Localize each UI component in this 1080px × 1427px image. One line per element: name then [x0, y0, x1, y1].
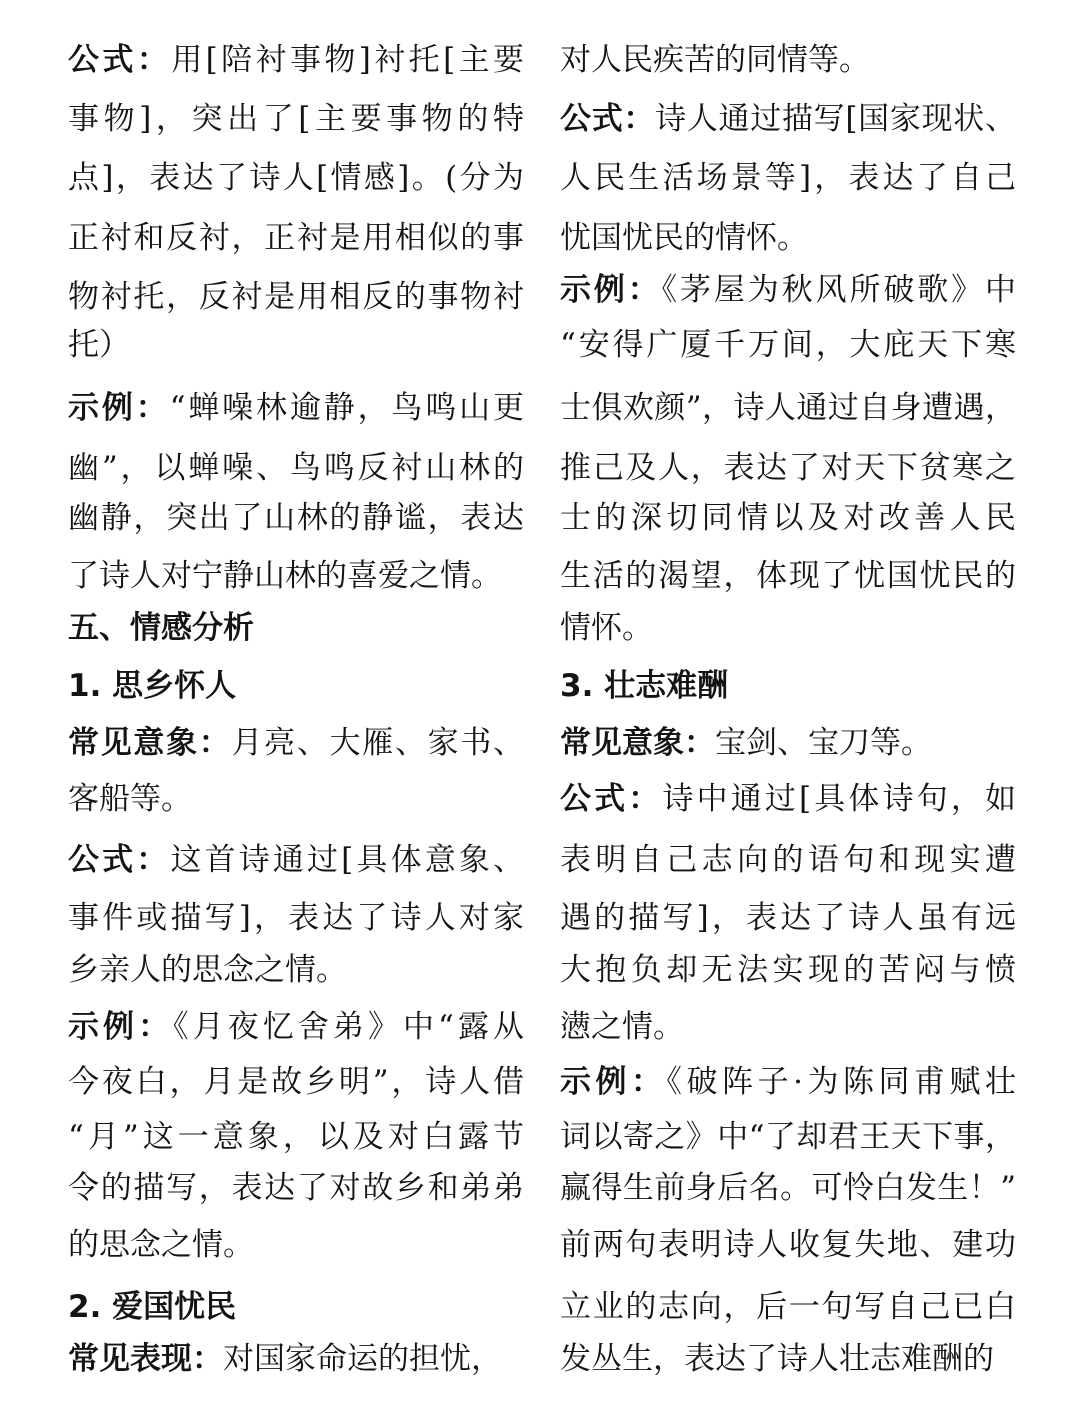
body-text: 生活的渴望，体现了忧国忧民的 [560, 558, 1016, 594]
body-text: 推己及人，表达了对天下贫寒之 [560, 450, 1016, 486]
body-text: 诗人通过描写[国家现状、 [655, 101, 1017, 137]
body-text: 乡亲人的思念之情。 [68, 952, 347, 988]
text-line [560, 549, 1016, 603]
body-text: 客船等。 [68, 781, 192, 817]
term-label: 公式： [68, 842, 171, 878]
term-label: 常见意象： [68, 725, 232, 761]
text-line [68, 33, 524, 87]
text-line [68, 1161, 524, 1215]
body-text: 赢得生前身后名。可怜白发生！” [560, 1170, 1016, 1206]
body-text: 事物]，突出了[主要事物的特 [68, 101, 524, 137]
section-heading: 五、情感分析 [68, 610, 254, 646]
body-text: 物衬托，反衬是用相反的事物衬 [68, 279, 524, 315]
body-text: “安得广厦千万间，大庇天下寒 [560, 327, 1016, 363]
body-text: 士俱欢颜”，诗人通过自身遭遇， [560, 390, 1016, 426]
text-line [68, 1332, 524, 1386]
text-line [68, 318, 524, 372]
body-text: 对人民疾苦的同情等。 [560, 42, 870, 78]
text-line [68, 1218, 524, 1272]
text-line [68, 943, 524, 997]
body-text: 用[陪衬事物]衬托[主要 [171, 42, 524, 78]
text-line [560, 601, 1016, 655]
body-text: 的思念之情。 [68, 1227, 254, 1263]
text-line [68, 491, 524, 545]
body-text: 令的描写，表达了对故乡和弟弟 [68, 1170, 524, 1206]
text-line [560, 1218, 1016, 1272]
text-line [560, 1332, 1016, 1386]
text-line [560, 1280, 1016, 1334]
text-line [560, 33, 1016, 87]
text-line [68, 891, 524, 945]
body-text: 托） [68, 327, 130, 363]
text-line [560, 92, 1016, 146]
text-line [560, 381, 1016, 435]
text-line [68, 549, 524, 603]
body-text: 今夜白，月是故乡明”，诗人借 [68, 1064, 524, 1100]
body-text: 月亮、大雁、家书、 [231, 725, 525, 761]
section-heading: 3. 壮志难酬 [560, 668, 729, 704]
text-line [68, 716, 524, 770]
body-text: 表明自己志向的语句和现实遭 [560, 842, 1016, 878]
body-text: 点]，表达了诗人[情感]。(分为 [68, 160, 524, 196]
text-line [560, 441, 1016, 495]
text-line [68, 92, 524, 146]
text-line [560, 1161, 1016, 1215]
term-label: 公式： [560, 781, 663, 817]
text-line [68, 1110, 524, 1164]
text-line [68, 211, 524, 265]
body-text: 人民生活场景等]，表达了自己 [560, 160, 1016, 196]
text-line [560, 891, 1016, 945]
term-label: 示例： [560, 1064, 667, 1100]
body-text: “月”这一意象，以及对白露节 [68, 1119, 524, 1155]
text-line [560, 833, 1016, 887]
body-text: 幽”，以蝉噪、鸟鸣反衬山林的 [68, 450, 524, 486]
text-line [560, 1000, 1016, 1054]
body-text: 正衬和反衬，正衬是用相似的事 [68, 220, 524, 256]
body-text: 词以寄之》中“了却君王天下事， [560, 1119, 1016, 1155]
text-line [560, 151, 1016, 205]
text-line [560, 1055, 1016, 1109]
body-text: 幽静，突出了山林的静谧，表达 [68, 500, 524, 536]
body-text: 大抱负却无法实现的苦闷与愤 [560, 952, 1016, 988]
text-line [560, 491, 1016, 545]
text-line [560, 716, 1016, 770]
body-text: 遇的描写]，表达了诗人虽有远 [560, 900, 1016, 936]
text-line [68, 270, 524, 324]
section-heading: 2. 爱国忧民 [68, 1289, 237, 1325]
body-text: 发丛生，表达了诗人壮志难酬的 [560, 1341, 994, 1377]
text-line [560, 318, 1016, 372]
body-text: 诗中通过[具体诗句，如 [662, 781, 1017, 817]
text-line [68, 441, 524, 495]
term-label: 常见意象： [560, 725, 715, 761]
text-line [560, 772, 1016, 826]
body-text: 士的深切同情以及对改善人民 [560, 500, 1016, 536]
text-line [68, 772, 524, 826]
text-line [560, 943, 1016, 997]
term-label: 公式： [560, 101, 656, 137]
term-label: 常见表现： [68, 1341, 223, 1377]
text-line [68, 381, 524, 435]
body-text: 忧国忧民的情怀。 [560, 220, 808, 256]
body-text: 这首诗通过[具体意象、 [170, 842, 525, 878]
body-text: 事件或描写]，表达了诗人对家 [68, 900, 524, 936]
body-text: 前两句表明诗人收复失地、建功 [560, 1227, 1016, 1263]
body-text: 《破阵子·为陈同甫赋壮 [666, 1064, 1017, 1100]
body-text: “蝉噪林逾静，鸟鸣山更 [169, 390, 524, 426]
term-label: 示例： [68, 1009, 174, 1045]
text-line [560, 263, 1016, 317]
term-label: 示例： [560, 272, 662, 308]
body-text: 立业的志向，后一句写自己已白 [560, 1289, 1016, 1325]
text-line [68, 151, 524, 205]
body-text: 懑之情。 [560, 1009, 684, 1045]
section-heading: 1. 思乡怀人 [68, 668, 237, 704]
body-text: 《茅屋为秋风所破歌》中 [661, 272, 1017, 308]
text-line [68, 1000, 524, 1054]
body-text: 了诗人对宁静山林的喜爱之情。 [68, 558, 502, 594]
text-line [68, 1055, 524, 1109]
body-text: 《月夜忆舍弟》中“露从 [173, 1009, 524, 1045]
term-label: 示例： [68, 390, 170, 426]
text-line [560, 1110, 1016, 1164]
body-text: 情怀。 [560, 610, 653, 646]
term-label: 公式： [68, 42, 172, 78]
text-line [68, 833, 524, 887]
text-line [560, 211, 1016, 265]
body-text: 宝剑、宝刀等。 [715, 725, 932, 761]
body-text: 对国家命运的担忧， [223, 1341, 502, 1377]
